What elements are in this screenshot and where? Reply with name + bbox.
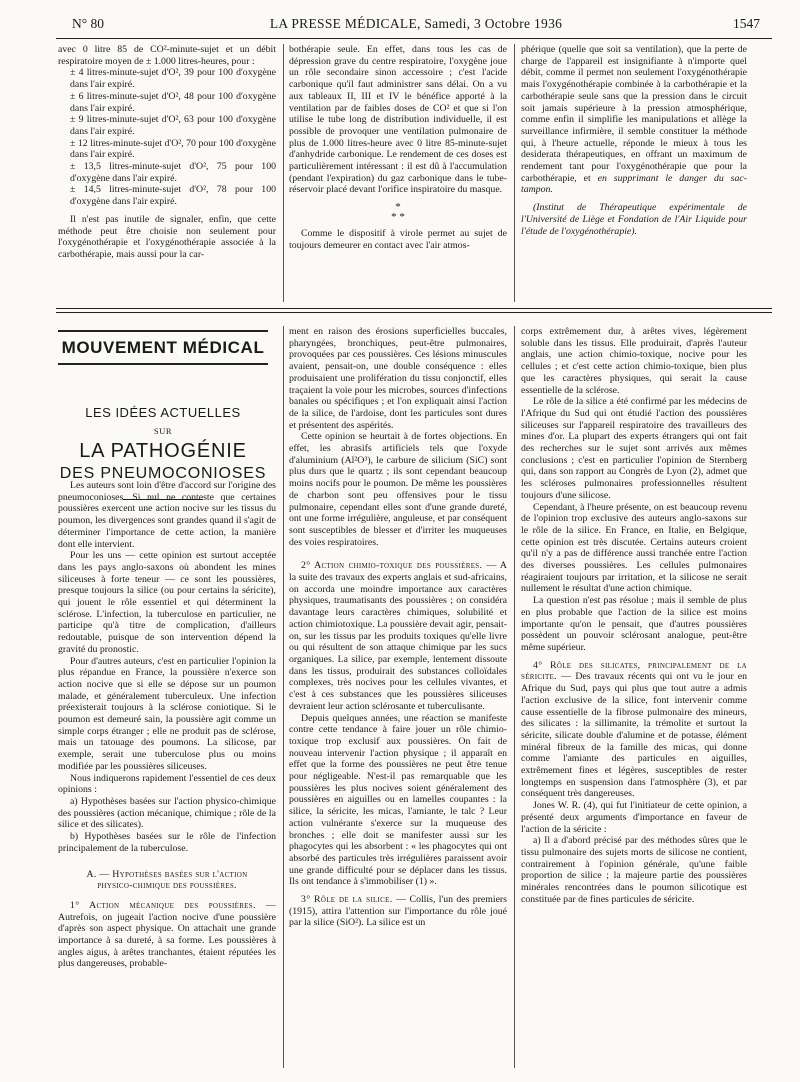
- section-rule: [56, 312, 772, 313]
- list-item: ± 13,5 litres-minute-sujet d'O², 75 pour 100 d'oxygène dans l'air expiré.: [70, 161, 276, 184]
- column-divider: [283, 326, 284, 1068]
- paragraph: bothérapie seule. En effet, dans tous les cas de dépression grave du centre respiratoire, l'oxygène joue un rôle secondaire sinon accessoire ; c'est l'acide carbonique qu'il faut administrer sans délai. On a vu aux tableaux II, III et IV le bénéfice apporté à la ventilation par de faibles doses de CO² et que si l'on utilise le tube long de distribution individuelle, il est possible de provoquer une ventilation pulmonaire de plus de 1.000 litres-heure avec 0 litre 85-minute-sujet d'anhydride carbonique. Le rendement de ces doses est particulièrement intéressant : il est dû à l'accumulation (pendant l'expiration) du gaz carbonique dans le tube-réservoir placé devant l'orifice inspiratoire du masque.: [289, 44, 507, 196]
- paragraph: ment en raison des érosions superficielles buccales, pharyngées, bronchiques, peut-être pulmonaires, provoquées par ces poussières. Ces lésions minuscules avaient, pensait-on, une double conséquence : elles produisaient une prolifération du tissu conjonctif, elles traçaient la voie pour les microbes, sources d'infections banales ou spécifiques ; et l'on expliquait ainsi l'action de la silice, de l'ardoise, dont les particules sont dures et présentent des aspérités.: [289, 326, 507, 431]
- asterism: * * *: [391, 201, 405, 224]
- heading-a-sub: physico-chimique des poussières.: [97, 880, 237, 892]
- paragraph: Depuis quelques années, une réaction se manifeste contre cette tendance à faire jouer un rôle chimio-toxique trop exclusif aux poussières. On fait de nouveau intervenir l'action physique ; il apparaît en effet que la forme des poussières ne peut être tenue pour négligeable. N'est-il pas remarquable que les poussières les plus nocives soient généralement des poussières en aiguilles ou en lamelles coupantes : la silice, la séricite, les micas, l'amiante, le talc ? Leur action vulnérante s'exerce sur la muqueuse des bronches ; elle doit se manifester aussi sur les phagocytes qui les absorbent : « les phagocytes qui ont absorbé des particules très irrégulières paraissent avoir une grande difficulté pour se déplacer dans les tissus. Ils ont tendance à s'immobiliser (1) ».: [289, 712, 507, 888]
- list-item: ± 12 litres-minute-sujet d'O², 70 pour 100 d'oxygène dans l'air expiré.: [70, 137, 276, 161]
- section-rule: [56, 308, 772, 309]
- article-column-1: [58, 480, 276, 970]
- article-title-line2: LA PATHOGÉNIE: [79, 440, 247, 462]
- paragraph: corps extrêmement dur, à arêtes vives, légèrement soluble dans les tissus. Elle produirait, d'après l'auteur anglais, une action chimio-toxique, nocive pour les cellules ; et c'est cette action chimio-toxique, bien plus que les caractères physiques, qui serait la cause essentielle de la sclérose.: [521, 326, 747, 396]
- list-item: ± 9 litres-minute-sujet d'O², 63 pour 100 d'oxygène dans l'air expiré.: [70, 114, 276, 137]
- affiliation: (Institut de Thérapeutique expérimentale de l'Université de Liège et Fondation de l'Air Liquide pour l'étude de l'oxygénothérapie).: [521, 202, 747, 237]
- journal-title: LA PRESSE MÉDICALE, Samedi, 3 Octobre 1936: [269, 16, 563, 31]
- paragraph: Le rôle de la silice a été confirmé par les médecins de l'Afrique du Sud qui ont étudié l'action des poussières siliceuses sur l'appareil respiratoire des travailleurs des mines d'or. La plupart des experts étrangers qui ont fait des recherches sur le sujet sont arrivés aux mêmes conclusions ; c'est en particulier l'opinion de Sternberg qui, dans son rapport au Congrès de Lyon (2), admet que les scléroses pulmonaires professionnelles résultent toujours d'une silicose.: [521, 396, 747, 501]
- paragraph: Jones W. R. (4), qui fut l'initiateur de cette opinion, a présenté deux arguments d'importance en faveur de l'action de la séricite :: [521, 800, 747, 835]
- top-column-1: [58, 44, 276, 261]
- column-divider: [514, 44, 515, 302]
- paragraph: 4° Rôle des silicates, principalement de la séricite. — Des travaux récents qui ont vu le jour en Afrique du Sud, pays qui plus que tout autre a admis l'action exclusive de la silice, font intervenir comme cause essentielle de la fibrose pulmonaire des mineurs, des silicates : la sillimanite, la trémolite et surtout la séricite, silicate double d'alumine et de potasse, élément minéral fibreux de la famille des micas, qui donne comme l'amiante des particules en aiguilles, extrêmement fines et légères, susceptibles de rester longtemps en suspension dans l'atmosphère (3), et par conséquent très dangereuses.: [521, 659, 747, 800]
- paragraph: 3° Rôle de la silice. — Collis, l'un des premiers (1915), attira l'attention sur l'importance du rôle joué par la silice (SiO²). La silice est un: [289, 894, 507, 929]
- list-item: ± 6 litres-minute-sujet d'O², 48 pour 100 d'oxygène dans l'air expiré.: [70, 90, 276, 114]
- issue-number: N° 80: [72, 16, 105, 31]
- top-column-2: [289, 44, 507, 252]
- paragraph: Nous indiquerons rapidement l'essentiel de ces deux opinions :: [58, 772, 276, 796]
- column-divider: [514, 326, 515, 1068]
- heading-a: A. — Hypothèses basées sur l'action: [86, 868, 248, 880]
- paragraph: 2° Action chimio-toxique des poussières. — A la suite des travaux des experts anglais et sud-africains, on accorda une moindre importance aux caractères physiques, traumatisants des poussières ; on considéra davantage leurs caractères chimiques, solubilité et action chimiotoxique. La poussière devait agir, pensait-on, sur les tissus par les produits toxiques qu'elle livre ou qui résultent de son attaque chimique par les sucs organiques. La silice, par exemple, lentement dissoute dans les tissus, produirait des substances colloïdales complexes, très nocives pour les cellules vivantes, et c'est à ces substances que les poussières siliceuses devraient leur action sclérosante et tuberculisante.: [289, 560, 507, 712]
- paragraph: Pour les uns — cette opinion est surtout acceptée dans les pays anglo-saxons où abondent les mines siliceuses à forte teneur — ce sont les poussières, presque toujours la silice (ou pour certains la séricite), qui jouent le rôle essentiel et qui déterminent la sclérose. L'infection, la tuberculose en particulier, ne participe qu'à titre de complication, d'ailleurs redoutable, puisque de son intervention dépend la gravité du pronostic.: [58, 550, 276, 655]
- list-item: ± 4 litres-minute-sujet d'O², 39 pour 100 d'oxygène dans l'air expiré.: [70, 67, 276, 91]
- paragraph: Comme le dispositif à virole permet au sujet de toujours demeurer en contact avec l'air atmos-: [289, 228, 507, 251]
- paragraph: Cependant, à l'heure présente, on est beaucoup revenu de l'opinion trop exclusive des auteurs anglo-saxons sur le rôle de la silice. En France, en Italie, en Belgique, cette opinion est très discutée. Certains auteurs croient qu'il n'y a pas de différence aussi tranchée entre l'action des diverses poussières. Les cellules pulmonaires réagiraient toujours par irritation, et la silicose ne serait nullement le résultat d'une action chimique.: [521, 501, 747, 595]
- top-column-3: [521, 44, 747, 237]
- page-header: [72, 14, 760, 36]
- paragraph: a) Il a d'abord précisé par des méthodes sûres que le tissu pulmonaire des sujets morts de silicose ne contient, contrairement à l'opinion générale, qu'une faible proportion de silice ; la majeure partie des poussières minérales rencontrées dans le poumon silicotique est constituée par de fines particules de séricite.: [521, 835, 747, 905]
- article-column-2: [289, 326, 507, 929]
- paragraph: 1° Action mécanique des poussières. — Autrefois, on jugeait l'action nocive d'une poussière d'après son aspect physique. On attachait une grande importance à sa dureté, à sa forme. Les poussières à angles aigus, à arêtes tranchantes, étaient réputées les plus dangereuses, probable-: [58, 899, 276, 970]
- header-rule: [56, 38, 772, 39]
- paragraph: La question n'est pas résolue ; mais il semble de plus en plus probable que l'action de la silice est moins importante qu'on le pensait, que d'autres poussières possèdent un pouvoir sclérosant analogue, peut-être même supérieur.: [521, 595, 747, 653]
- paragraph: Cette opinion se heurtait à de fortes objections. En effet, les abrasifs artificiels tels que l'oxyde d'aluminium (Al²O³), le carbure de silicium (SiC) sont plus durs que le quartz ; ils sont cependant beaucoup moins nocifs pour le poumon. De même les poussières de charbon sont peu offensives pour le tissu pulmonaire, cependant elles sont d'une grande dureté, ont une forme irrégulière, anguleuse, et par conséquent sont susceptibles de blesser et d'irriter les muqueuses des voies respiratoires.: [289, 431, 507, 548]
- paragraph: avec 0 litre 85 de CO²-minute-sujet et un débit respiratoire moyen de ± 1.000 litres-heures, pour :: [58, 44, 276, 67]
- page-number: 1547: [733, 16, 760, 31]
- section-title: MOUVEMENT MÉDICAL: [58, 330, 268, 365]
- paragraph: a) Hypothèses basées sur l'action physico-chimique des poussières (action mécanique, chimique ; rôle de la silice et des silicates).: [58, 795, 276, 831]
- paragraph: phérique (quelle que soit sa ventilation), que la perte de charge de l'appareil est insignifiante à n'importe quel débit, comme il permet non seulement l'oxygénothérapie mais l'oxygénothérapie combinée à la carbothérapie et la carbothérapie seule sans que la pression dans le circuit soit jamais supérieure à la pression atmosphérique, comme enfin il simplifie les manipulations et allège la surveillance infirmière, il semble constituer la méthode qui, à l'heure actuelle, réponde le mieux à tous les desiderata thérapeutiques, en offrant un maximum de rendement tant pour l'oxygénothérapie que pour la carbothérapie, et en supprimant le danger du sac-tampon.: [521, 44, 747, 196]
- article-title-sur: SUR: [153, 426, 173, 436]
- paragraph: Les auteurs sont loin d'être d'accord sur l'origine des pneumoconioses. Si nul ne conteste que certaines poussières exercent une action nocive sur les tissus du poumon, les divergences sont grandes quand il s'agit de déterminer l'importance de cette action, la manière dont elle intervient.: [58, 480, 276, 550]
- article-title-block: [58, 330, 268, 500]
- article-column-3: [521, 326, 747, 905]
- article-title-line1: LES IDÉES ACTUELLES: [85, 405, 241, 420]
- article-title-line3: DES PNEUMOCONIOSES: [59, 465, 267, 482]
- paragraph: Pour d'autres auteurs, c'est en particulier l'opinion la plus répandue en France, la poussière n'exerce son action nocive que si elle se dépose sur un poumon malade, et généralement tuberculeux. Une infection préexisterait toujours à la sclérose coniotique. Si le poumon est demeuré sain, la poussière agit comme un simple corps étranger ; elle ne produit pas de sclérose, mais un tatouage des poumons. La silicose, par exemple, serait une tuberculose plus ou moins modifiée par les poussières siliceuses.: [58, 655, 276, 772]
- paragraph: b) Hypothèses basées sur le rôle de l'infection principalement de la tuberculose.: [58, 831, 276, 854]
- column-divider: [283, 44, 284, 302]
- paragraph: Il n'est pas inutile de signaler, enfin, que cette méthode peut être choisie non seulement pour l'oxygénothérapie et l'oxygénothérapie associée à la carbothérapie, mais aussi pour la car-: [58, 213, 276, 260]
- list-item: ± 14,5 litres-minute-sujet d'O², 78 pour 100 d'oxygène dans l'air expiré.: [70, 184, 276, 208]
